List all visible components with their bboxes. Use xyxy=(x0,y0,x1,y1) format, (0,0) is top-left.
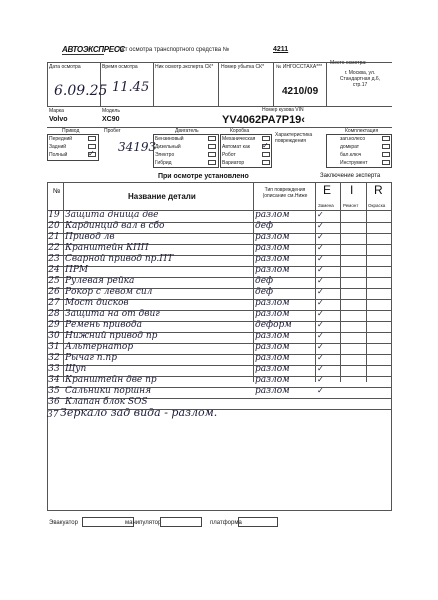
model-value[interactable]: XC90 xyxy=(102,116,120,123)
grid-line xyxy=(47,510,392,511)
part-name: Кардинцид вал в сбо xyxy=(65,221,165,231)
damage-type: разлом xyxy=(255,254,290,264)
row-number: 19 xyxy=(48,210,60,220)
damage-char-label: Характеристика повреждения xyxy=(275,132,313,144)
date-value[interactable]: 6.09.25 xyxy=(54,83,108,99)
damage-type: деф xyxy=(255,221,274,231)
engine-label: Двигатель xyxy=(175,128,199,134)
complect-checkbox-tools[interactable] xyxy=(382,160,390,165)
extra-row-number: 37 xyxy=(47,410,59,420)
section-title: При осмотре установлено xyxy=(158,173,249,180)
drive-label: Привод xyxy=(62,128,80,134)
grid-line xyxy=(326,62,327,106)
platform-field[interactable] xyxy=(238,517,278,527)
engine-option-diesel: Дизельный xyxy=(155,144,181,150)
part-name: Сальники поршня xyxy=(65,386,152,396)
part-name: Защита днища две xyxy=(65,210,159,220)
replace-check-mark: ✓ xyxy=(317,353,324,362)
complect-checkbox-wrench[interactable] xyxy=(382,152,390,157)
replace-check-mark: ✓ xyxy=(317,254,324,263)
part-name: Щуп xyxy=(65,364,87,374)
part-name: Рокор с левом сил xyxy=(65,287,153,297)
header-r: R xyxy=(374,183,383,197)
drive-option-rear: Задний xyxy=(49,144,67,150)
damage-type: разлом xyxy=(255,375,290,385)
gearbox-option-cvt: Вариатор xyxy=(222,160,245,166)
replace-check-mark: ✓ xyxy=(317,287,324,296)
row-number: 28 xyxy=(48,309,60,319)
make-value[interactable]: Volvo xyxy=(49,116,68,123)
grid-line xyxy=(47,106,392,107)
part-name: Альтернатор xyxy=(65,342,134,352)
damage-type: разлом xyxy=(255,298,290,308)
engine-checkbox-diesel[interactable] xyxy=(208,144,216,149)
logo: АВТОЭКСПРЕСС xyxy=(62,45,125,54)
grid-line xyxy=(391,182,392,510)
damage-type: разлом xyxy=(255,342,290,352)
mileage-value[interactable]: 34193 xyxy=(118,140,157,154)
replace-check-mark: ✓ xyxy=(317,265,324,274)
drive-check-mark: ✓ xyxy=(88,149,95,158)
damage-type: деф xyxy=(255,276,274,286)
engine-option-hybrid: Гибрид xyxy=(155,160,172,166)
row-number: 35 xyxy=(48,386,60,396)
part-name: Нижний привод пр xyxy=(65,331,158,341)
replace-check-mark: ✓ xyxy=(317,309,324,318)
damage-type: разлом xyxy=(255,353,290,363)
replace-check-mark: ✓ xyxy=(317,386,324,395)
grid-line xyxy=(47,62,48,106)
complect-checkbox-spare[interactable] xyxy=(382,136,390,141)
grid-line xyxy=(273,62,274,106)
header-i: I xyxy=(350,183,354,197)
engine-checkbox-hybrid[interactable] xyxy=(208,160,216,165)
column-type-header: Тип повреждения (описание см.Ниже xyxy=(262,187,308,199)
row-number: 33 xyxy=(48,364,60,374)
gearbox-checkbox-robot[interactable] xyxy=(262,152,270,157)
make-label: Марка xyxy=(49,108,64,114)
row-number: 32 xyxy=(48,353,60,363)
evacuator-label: Эвакуатор xyxy=(49,520,78,526)
row-number: 36 xyxy=(48,397,60,407)
replace-check-mark: ✓ xyxy=(317,375,324,384)
sub-header-replace: Замена xyxy=(318,203,334,208)
part-name: Рычаг п.пр xyxy=(65,353,117,363)
column-name-header: Название детали xyxy=(128,192,196,201)
row-number: 23 xyxy=(48,254,60,264)
engine-option-petrol: Бензиновый xyxy=(155,136,184,142)
time-value[interactable]: 11.45 xyxy=(112,80,150,95)
drive-option-full: Полный xyxy=(49,152,68,158)
replace-check-mark: ✓ xyxy=(317,243,324,252)
gearbox-option-auto: Автомат как xyxy=(222,144,250,150)
gearbox-label: Коробка xyxy=(230,128,250,134)
damage-type: деформ xyxy=(255,320,292,330)
complect-option-wrench: бал.ключ xyxy=(340,152,362,158)
complect-option-spare: зап.колесо xyxy=(340,136,366,142)
gearbox-checkbox-cvt[interactable] xyxy=(262,160,270,165)
row-number: 20 xyxy=(48,221,60,231)
damage-type: разлом xyxy=(255,364,290,374)
expert-title: Заключение эксперта xyxy=(320,173,381,179)
damage-type: разлом xyxy=(255,243,290,253)
replace-check-mark: ✓ xyxy=(317,320,324,329)
grid-line xyxy=(218,62,219,106)
date-label: Дата осмотра xyxy=(49,64,81,70)
part-name: Привод лв xyxy=(65,232,115,242)
replace-check-mark: ✓ xyxy=(317,210,324,219)
sub-header-repair: Ремонт xyxy=(343,203,359,208)
replace-check-mark: ✓ xyxy=(317,232,324,241)
row-number: 29 xyxy=(48,320,60,330)
replace-check-mark: ✓ xyxy=(317,298,324,307)
place-value: г. Москва, ул. Стандартная д.6, стр.17 xyxy=(339,70,381,88)
replace-check-mark: ✓ xyxy=(317,276,324,285)
replace-check-mark: ✓ xyxy=(317,331,324,340)
replace-check-mark: ✓ xyxy=(317,342,324,351)
drive-checkbox-front[interactable] xyxy=(88,136,96,141)
case-number-label: № ИНГОССТАХА*** xyxy=(276,64,323,70)
row-number: 21 xyxy=(48,232,60,242)
act-number: 4211 xyxy=(273,46,289,53)
replace-check-mark: ✓ xyxy=(317,364,324,373)
model-label: Модель xyxy=(102,108,120,114)
case-number-value[interactable]: 4210/09 xyxy=(282,86,319,97)
extra-row-text: Зеркало зад вида - разлом. xyxy=(60,406,218,419)
damage-type: деф xyxy=(255,287,274,297)
damage-type: разлом xyxy=(255,386,290,396)
mileage-label: Пробег xyxy=(104,128,121,134)
engine-option-electric: Электро xyxy=(155,152,175,158)
part-name: Рулевая рейка xyxy=(65,276,135,286)
row-number: 27 xyxy=(48,298,60,308)
grid-line xyxy=(153,62,154,106)
place-label: Место осмотра: xyxy=(330,60,367,66)
row-number: 24 xyxy=(48,265,60,275)
complect-option-jack: домкрат xyxy=(340,144,360,150)
manipulator-label: манипулятор xyxy=(125,520,162,526)
engine-checkbox-electric[interactable] xyxy=(208,152,216,157)
gearbox-check-mark: ✓ xyxy=(262,141,269,150)
logo-swoosh-icon xyxy=(62,54,104,55)
part-name: Сварной привод пр.ПТ xyxy=(65,254,174,264)
row-number: 31 xyxy=(48,342,60,352)
part-name: Мост дисков xyxy=(65,298,129,308)
vin-label: Номер кузова VIN xyxy=(262,107,304,113)
damage-type: разлом xyxy=(255,265,290,275)
vin-value[interactable]: YV4062PA7P19‹ xyxy=(222,114,305,126)
gearbox-option-manual: Механическая xyxy=(222,136,256,142)
part-name: Ремень привода xyxy=(65,320,142,330)
sub-header-paint: Окраска xyxy=(368,203,386,208)
row-number: 22 xyxy=(48,243,60,253)
gearbox-option-robot: Робот xyxy=(222,152,236,158)
damage-type: разлом xyxy=(255,331,290,341)
complect-checkbox-jack[interactable] xyxy=(382,144,390,149)
damage-type: разлом xyxy=(255,210,290,220)
row-number: 25 xyxy=(48,276,60,286)
column-num-header: № xyxy=(53,188,61,195)
drive-option-front: Передний xyxy=(49,136,73,142)
part-name: Кранштейн две пр xyxy=(65,375,157,385)
page-title: Акт осмотра транспортного средства № xyxy=(118,47,230,53)
platform-label: платформа xyxy=(210,520,242,526)
damage-type: разлом xyxy=(255,309,290,319)
manipulator-field[interactable] xyxy=(160,517,202,527)
part-name: Защита на от двиг xyxy=(65,309,160,319)
row-number: 26 xyxy=(48,287,60,297)
time-label: Время осмотра xyxy=(102,64,138,70)
row-number: 34 xyxy=(48,375,60,385)
damage-type: разлом xyxy=(255,232,290,242)
part-name: Кранштейн КПП xyxy=(65,243,149,253)
expert-label: Ник осмотр.эксперта СК* xyxy=(155,64,214,70)
replace-check-mark: ✓ xyxy=(317,221,324,230)
header-e: E xyxy=(323,183,332,197)
grid-line xyxy=(47,127,392,128)
part-name: Клапан блок SOS xyxy=(65,397,148,407)
loss-number-label: Номер убытка СК* xyxy=(221,64,265,70)
engine-checkbox-petrol[interactable] xyxy=(208,136,216,141)
complect-option-tools: Инструмент xyxy=(340,160,368,166)
complect-label: Комплектация xyxy=(345,128,379,134)
part-name: ПРМ xyxy=(65,265,89,275)
row-number: 30 xyxy=(48,331,60,341)
